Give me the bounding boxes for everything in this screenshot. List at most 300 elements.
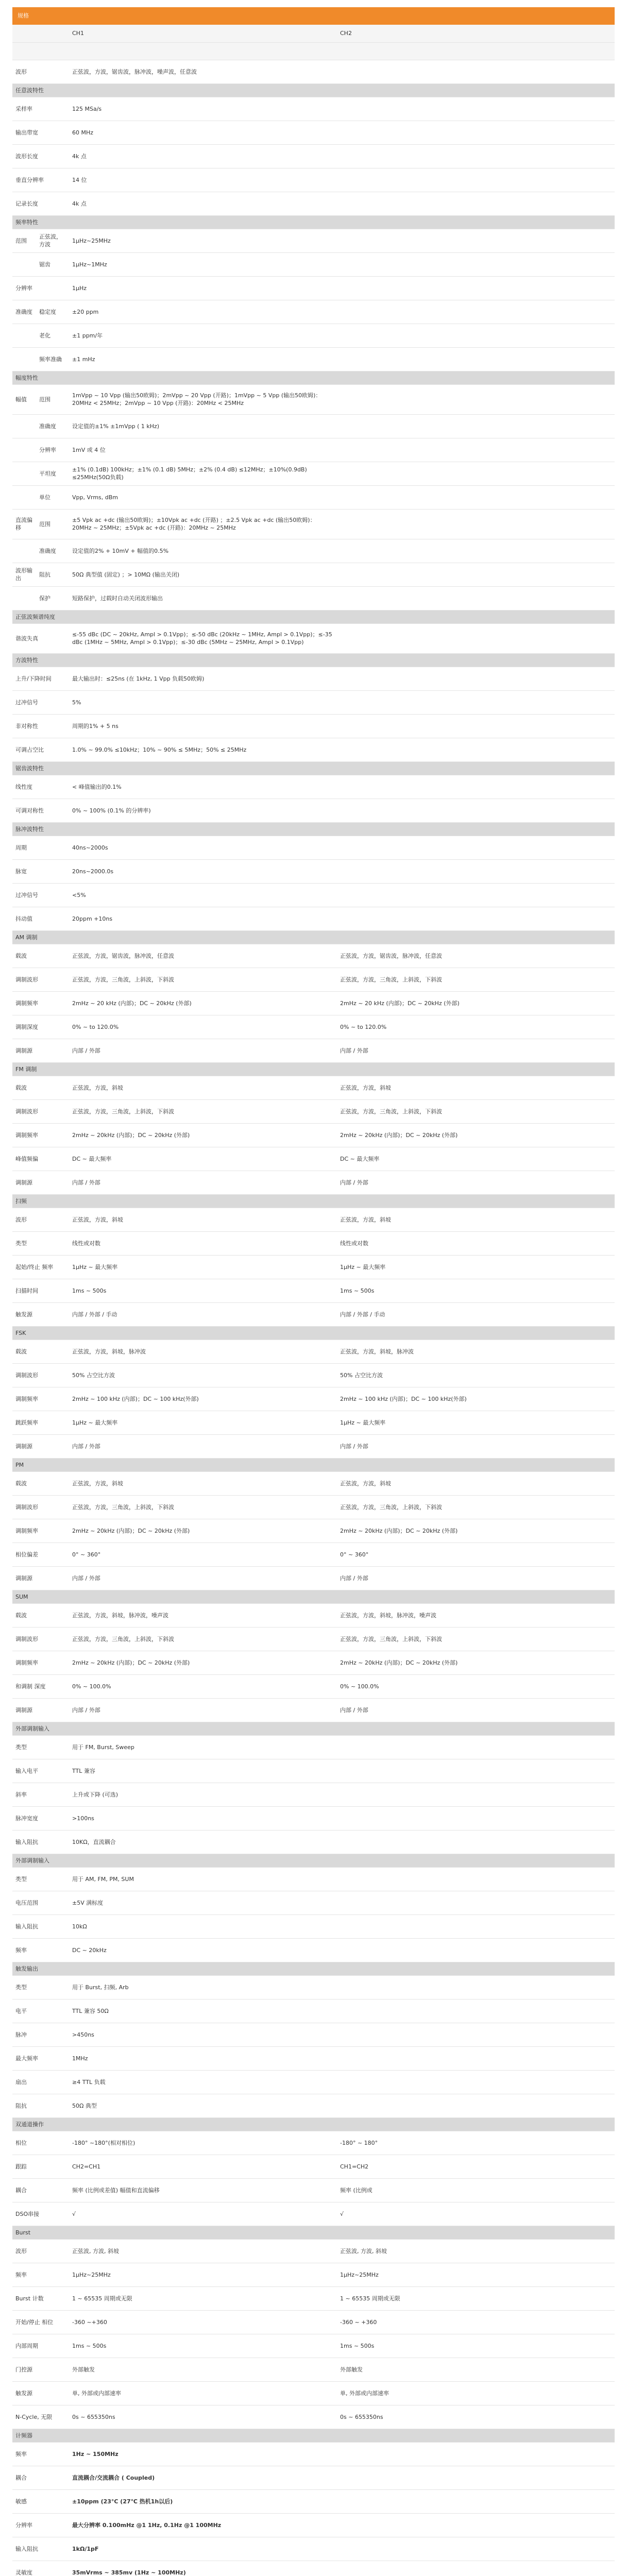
spec-value-ch2 bbox=[337, 121, 615, 144]
spec-label: 载波 bbox=[12, 1076, 69, 1099]
section-header bbox=[12, 1458, 615, 1471]
spec-value-ch1: 20ppm +10ns bbox=[69, 907, 337, 930]
spec-value-ch1: 正弦波，方波，斜坡，脉冲波 bbox=[69, 1340, 337, 1363]
spec-row bbox=[12, 1123, 615, 1147]
spec-value-ch1: Vpp, Vrms, dBm bbox=[69, 485, 337, 509]
spec-label: 线性度 bbox=[12, 775, 69, 799]
section-header bbox=[12, 215, 615, 229]
spec-value-ch2 bbox=[337, 2561, 615, 2576]
spec-value-ch1: 周期的1% + 5 ns bbox=[69, 714, 337, 738]
spec-label: 谐波失真 bbox=[12, 623, 69, 653]
spec-value-ch2 bbox=[337, 324, 615, 347]
spec-value-ch1: 正弦波，方波，斜坡 bbox=[69, 1076, 337, 1099]
spec-value-ch1: TTL 兼容 50Ω bbox=[69, 1999, 337, 2023]
spec-label: 输入阻抗 bbox=[12, 1914, 69, 1938]
spec-label: 调制源 bbox=[12, 1171, 69, 1194]
spec-value-ch1: 内部 / 外部 bbox=[69, 1039, 337, 1062]
spec-label: 调制频率 bbox=[12, 1651, 69, 1674]
spec-label: 脉宽 bbox=[12, 859, 69, 883]
spec-value-ch1: ±5 Vpk ac +dc (输出50欧姆)；±10Vpk ac +dc (开路) ；±2.5 Vpk ac +dc (输出50欧姆)：20MHz ~ 25MHz；±5Vpk ac +dc (开路)：20MHz ~ 25MHz bbox=[69, 509, 337, 539]
spec-label: Burst 计数 bbox=[12, 2286, 69, 2310]
spec-value-ch1: 设定值的2% + 10mV + 幅值的0.5% bbox=[69, 539, 337, 563]
header-ch2: CH2 bbox=[337, 25, 615, 42]
spec-value-ch1: 内部 / 外部 bbox=[69, 1434, 337, 1458]
spec-value-ch2 bbox=[337, 1914, 615, 1938]
spec-value-ch2: 正弦波，方波，三角波，上斜波，下斜波 bbox=[337, 1495, 615, 1519]
spec-label: 波形长度 bbox=[12, 144, 69, 168]
section-header bbox=[12, 610, 615, 623]
section-header bbox=[12, 83, 615, 97]
section-header bbox=[12, 761, 615, 775]
spec-row bbox=[12, 1698, 615, 1722]
spec-row bbox=[12, 563, 615, 586]
spec-row bbox=[12, 1627, 615, 1651]
spec-row bbox=[12, 276, 615, 300]
spec-value-ch2: 0% ~ to 120.0% bbox=[337, 1015, 615, 1039]
spec-value-ch1: -180° ~180°(相对相位) bbox=[69, 2131, 337, 2155]
spec-row bbox=[12, 2442, 615, 2466]
spec-value-ch1: ±10ppm (23°C (27℃ 热机1h以后) bbox=[69, 2489, 337, 2513]
spec-label: 波形 bbox=[12, 2239, 69, 2263]
spec-label: 跟踪 bbox=[12, 2155, 69, 2178]
spec-value-ch2 bbox=[337, 2046, 615, 2070]
spec-label: 开始/停止 相位 bbox=[12, 2310, 69, 2334]
spec-value-ch2: 2mHz ~ 20kHz (内部)；DC ~ 20kHz (外部) bbox=[337, 1519, 615, 1543]
spec-label: 调制频率 bbox=[12, 1387, 69, 1411]
spec-label bbox=[12, 438, 36, 462]
spec-row bbox=[12, 509, 615, 539]
spec-label: 内部周期 bbox=[12, 2334, 69, 2358]
spec-value-ch1: 上升或下降 (可选) bbox=[69, 1783, 337, 1806]
spec-row bbox=[12, 775, 615, 799]
section-title: Burst bbox=[12, 2226, 615, 2239]
spec-label: 记录长度 bbox=[12, 192, 69, 215]
section-title: 幅度特性 bbox=[12, 371, 615, 384]
spec-value-ch2: 内部 / 外部 bbox=[337, 1698, 615, 1722]
spec-value-ch1: ±1% (0.1dB) 100kHz；±1% (0.1 dB) 5MHz；±2% (0.4 dB) ≤12MHz；±10%(0.9dB) ≤25MHz(50Ω负载) bbox=[69, 462, 337, 485]
spec-row bbox=[12, 623, 615, 653]
spec-value-ch2: 1 ~ 65535 周期或无限 bbox=[337, 2286, 615, 2310]
spec-value-ch2 bbox=[337, 690, 615, 714]
spec-value-ch2 bbox=[337, 97, 615, 121]
spec-label: 敏感 bbox=[12, 2489, 69, 2513]
spec-value-ch1: 正弦波，方波，斜坡，脉冲波，噪声波 bbox=[69, 1603, 337, 1627]
spec-value-ch1: 正弦波，方波，三角波，上斜波，下斜波 bbox=[69, 1495, 337, 1519]
section-title: PM bbox=[12, 1458, 615, 1471]
spec-table bbox=[12, 25, 615, 2576]
spec-value-ch2 bbox=[337, 168, 615, 192]
spec-label: 最大频率 bbox=[12, 2046, 69, 2070]
spec-label: 范围 bbox=[12, 229, 36, 252]
spec-label: 灵敏度 bbox=[12, 2561, 69, 2576]
spec-row bbox=[12, 2466, 615, 2489]
section-title: FSK bbox=[12, 1326, 615, 1340]
spec-label: N-Cycle, 无限 bbox=[12, 2405, 69, 2429]
spec-row bbox=[12, 2537, 615, 2561]
spec-value-ch1: 2mHz ~ 20 kHz (内部)；DC ~ 20kHz (外部) bbox=[69, 991, 337, 1015]
section-title: 锯齿波特性 bbox=[12, 761, 615, 775]
spec-label: 脉冲宽度 bbox=[12, 1806, 69, 1830]
spec-value-ch1: 0% ~ 100% (0.1% 的分辨率) bbox=[69, 799, 337, 822]
spec-value-ch2: 单, 外部或内部速率 bbox=[337, 2381, 615, 2405]
spec-value-ch1: 用于 FM, Burst, Sweep bbox=[69, 1735, 337, 1759]
spec-sublabel: 阻抗 bbox=[36, 563, 69, 586]
spec-row bbox=[12, 2239, 615, 2263]
spec-value-ch1: 单, 外部或内部速率 bbox=[69, 2381, 337, 2405]
spec-value-ch2 bbox=[337, 563, 615, 586]
spec-value-ch2: 内部 / 外部 bbox=[337, 1171, 615, 1194]
spec-label: 调制波形 bbox=[12, 968, 69, 991]
spec-row bbox=[12, 1891, 615, 1914]
spec-value-ch2 bbox=[337, 2489, 615, 2513]
spec-row bbox=[12, 1806, 615, 1830]
spec-value-ch2 bbox=[337, 485, 615, 509]
spec-value-ch2 bbox=[337, 1735, 615, 1759]
spec-value-ch1: 35mVrms ~ 385mv (1Hz ~ 100MHz) bbox=[69, 2561, 337, 2576]
spec-label: 电平 bbox=[12, 1999, 69, 2023]
spec-value-ch2 bbox=[337, 2466, 615, 2489]
spec-row bbox=[12, 485, 615, 509]
spec-value-ch2: 正弦波，方波，三角波，上斜波，下斜波 bbox=[337, 1099, 615, 1123]
spec-label: 触发源 bbox=[12, 1302, 69, 1326]
spec-value-ch1: ±1 mHz bbox=[69, 347, 337, 371]
spec-value-ch2: 1ms ~ 500s bbox=[337, 2334, 615, 2358]
section-title: 计频器 bbox=[12, 2429, 615, 2442]
spec-value-ch1: ±1 ppm/年 bbox=[69, 324, 337, 347]
spec-value-ch1: 正弦波，方波，三角波，上斜波，下斜波 bbox=[69, 968, 337, 991]
page-title: 规格 bbox=[12, 7, 615, 25]
spec-label: 过冲信号 bbox=[12, 883, 69, 907]
spec-value-ch2 bbox=[337, 907, 615, 930]
spec-row bbox=[12, 252, 615, 276]
spec-value-ch1: 正弦波，方波，斜坡 bbox=[69, 1471, 337, 1495]
spec-label: 波形 bbox=[12, 1208, 69, 1231]
spec-value-ch2 bbox=[337, 1830, 615, 1854]
spec-value-ch1: < 峰值输出的0.1% bbox=[69, 775, 337, 799]
spec-row bbox=[12, 586, 615, 610]
spec-value-ch2: 正弦波，方波，斜坡 bbox=[337, 1471, 615, 1495]
section-title: FM 调制 bbox=[12, 1062, 615, 1076]
spec-value-ch2 bbox=[337, 1891, 615, 1914]
spec-row bbox=[12, 1076, 615, 1099]
spec-value-ch1: 0% ~ to 120.0% bbox=[69, 1015, 337, 1039]
spec-value-ch2 bbox=[337, 2537, 615, 2561]
spec-value-ch2 bbox=[337, 144, 615, 168]
spec-value-ch1: CH2=CH1 bbox=[69, 2155, 337, 2178]
section-header bbox=[12, 653, 615, 667]
spec-value-ch2 bbox=[337, 883, 615, 907]
spec-label: 跳跃频率 bbox=[12, 1411, 69, 1434]
spec-label: 触发源 bbox=[12, 2381, 69, 2405]
spec-value-ch1: 1μHz~1MHz bbox=[69, 252, 337, 276]
spec-value-ch1: 14 位 bbox=[69, 168, 337, 192]
spec-value-ch2: 线性或对数 bbox=[337, 1231, 615, 1255]
spec-row bbox=[12, 1255, 615, 1279]
spec-row bbox=[12, 907, 615, 930]
spec-value-ch1: 2mHz ~ 20kHz (内部)；DC ~ 20kHz (外部) bbox=[69, 1651, 337, 1674]
spec-value-ch2: 正弦波，方波，斜坡，脉冲波 bbox=[337, 1340, 615, 1363]
section-title: 方波特性 bbox=[12, 653, 615, 667]
spec-value-ch1: 4k 点 bbox=[69, 144, 337, 168]
spec-value-ch1: 1Hz ~ 150MHz bbox=[69, 2442, 337, 2466]
spec-label: 波形 bbox=[12, 60, 69, 83]
spec-label: 输出带宽 bbox=[12, 121, 69, 144]
spec-label: 调制波形 bbox=[12, 1495, 69, 1519]
spec-label: 载波 bbox=[12, 944, 69, 968]
spec-value-ch1: 10KΩ，直流耦合 bbox=[69, 1830, 337, 1854]
spec-label: 类型 bbox=[12, 1735, 69, 1759]
spec-value-ch2: 外部触发 bbox=[337, 2358, 615, 2381]
spec-value-ch2: √ bbox=[337, 2202, 615, 2226]
spec-value-ch2: 正弦波, 方波, 斜坡 bbox=[337, 2239, 615, 2263]
spec-sublabel: 范围 bbox=[36, 384, 69, 414]
spec-value-ch1: 用于 AM, FM, PM, SUM bbox=[69, 1867, 337, 1891]
spec-label: 峰值频偏 bbox=[12, 1147, 69, 1171]
section-title: AM 调制 bbox=[12, 930, 615, 944]
spec-label: 电压范围 bbox=[12, 1891, 69, 1914]
section-title: SUM bbox=[12, 1590, 615, 1603]
spec-sublabel: 正弦波，方波 bbox=[36, 229, 69, 252]
spec-value-ch2 bbox=[337, 438, 615, 462]
spec-label: 可调对称性 bbox=[12, 799, 69, 822]
spec-value-ch1: 外部触发 bbox=[69, 2358, 337, 2381]
header-spacer bbox=[12, 42, 615, 60]
spec-value-ch2 bbox=[337, 384, 615, 414]
spec-value-ch1: 最大输出时：≤25ns (在 1kHz, 1 Vpp 负载50欧姆) bbox=[69, 667, 337, 690]
spec-value-ch2 bbox=[337, 714, 615, 738]
spec-value-ch2 bbox=[337, 667, 615, 690]
spec-value-ch1: 正弦波，方波，三角波，上斜波，下斜波 bbox=[69, 1627, 337, 1651]
section-header bbox=[12, 2429, 615, 2442]
spec-label: 上升/下降时间 bbox=[12, 667, 69, 690]
spec-row bbox=[12, 1938, 615, 1962]
spec-value-ch2: 0s ~ 655350ns bbox=[337, 2405, 615, 2429]
spec-value-ch2: 0% ~ 100.0% bbox=[337, 1674, 615, 1698]
spec-sublabel: 准确度 bbox=[36, 539, 69, 563]
spec-value-ch2: 2mHz ~ 20kHz (内部)；DC ~ 20kHz (外部) bbox=[337, 1123, 615, 1147]
spec-row bbox=[12, 60, 615, 83]
spec-value-ch2: 2mHz ~ 20 kHz (内部)；DC ~ 20kHz (外部) bbox=[337, 991, 615, 1015]
spec-row bbox=[12, 1543, 615, 1566]
spec-label: 输入电平 bbox=[12, 1759, 69, 1783]
spec-label: 准确度 bbox=[12, 300, 36, 324]
spec-value-ch1: 正弦波，方波，三角波，上斜波，下斜波 bbox=[69, 1099, 337, 1123]
spec-value-ch1: DC ~ 20kHz bbox=[69, 1938, 337, 1962]
section-title: 正弦波频谱纯度 bbox=[12, 610, 615, 623]
spec-value-ch1: 1ms ~ 500s bbox=[69, 2334, 337, 2358]
section-header bbox=[12, 1962, 615, 1975]
spec-value-ch1: 5% bbox=[69, 690, 337, 714]
spec-sublabel: 单位 bbox=[36, 485, 69, 509]
spec-value-ch2 bbox=[337, 1783, 615, 1806]
spec-label: 门控源 bbox=[12, 2358, 69, 2381]
spec-value-ch2: 正弦波，方波，三角波，上斜波，下斜波 bbox=[337, 1627, 615, 1651]
spec-value-ch1: 1mVpp ~ 10 Vpp (输出50欧姆)；2mVpp ~ 20 Vpp (开路)；1mVpp ~ 5 Vpp (输出50欧姆)：20MHz < 25MHz；2mVpp ~ 10 Vpp (开路)：20MHz < 25MHz bbox=[69, 384, 337, 414]
spec-label: 采样率 bbox=[12, 97, 69, 121]
spec-row bbox=[12, 2489, 615, 2513]
spec-value-ch2 bbox=[337, 462, 615, 485]
spec-value-ch1: 内部 / 外部 bbox=[69, 1698, 337, 1722]
spec-row bbox=[12, 944, 615, 968]
spec-value-ch2: 正弦波，方波，斜坡 bbox=[337, 1208, 615, 1231]
spec-value-ch1: TTL 兼容 bbox=[69, 1759, 337, 1783]
spec-label: 过冲信号 bbox=[12, 690, 69, 714]
spec-row bbox=[12, 229, 615, 252]
spec-value-ch1: 内部 / 外部 / 手动 bbox=[69, 1302, 337, 1326]
spec-row bbox=[12, 2381, 615, 2405]
spec-row bbox=[12, 1495, 615, 1519]
spec-value-ch1: DC ~ 最大频率 bbox=[69, 1147, 337, 1171]
section-header bbox=[12, 1194, 615, 1208]
spec-value-ch2: 内部 / 外部 / 手动 bbox=[337, 1302, 615, 1326]
spec-row bbox=[12, 438, 615, 462]
spec-row bbox=[12, 2561, 615, 2576]
spec-label bbox=[12, 462, 36, 485]
spec-value-ch1: 用于 Burst, 扫频, Arb bbox=[69, 1975, 337, 1999]
spec-label: 脉冲 bbox=[12, 2023, 69, 2046]
spec-row bbox=[12, 2155, 615, 2178]
spec-row bbox=[12, 97, 615, 121]
spec-row bbox=[12, 2286, 615, 2310]
spec-label: 直流偏移 bbox=[12, 509, 36, 539]
spec-value-ch2 bbox=[337, 799, 615, 822]
spec-row bbox=[12, 1735, 615, 1759]
spec-row bbox=[12, 324, 615, 347]
section-header bbox=[12, 371, 615, 384]
section-header bbox=[12, 1722, 615, 1735]
spec-value-ch1: 正弦波, 方波, 斜坡 bbox=[69, 2239, 337, 2263]
spec-label: 幅值 bbox=[12, 384, 36, 414]
spec-row bbox=[12, 300, 615, 324]
section-title: 外部调制输入 bbox=[12, 1722, 615, 1735]
spec-value-ch2 bbox=[337, 300, 615, 324]
spec-row bbox=[12, 2405, 615, 2429]
section-header bbox=[12, 822, 615, 836]
spec-row bbox=[12, 168, 615, 192]
spec-value-ch1: 正弦波，方波，锯齿波，脉冲波，任意波 bbox=[69, 944, 337, 968]
spec-value-ch2: 内部 / 外部 bbox=[337, 1434, 615, 1458]
spec-value-ch1: 0s ~ 655350ns bbox=[69, 2405, 337, 2429]
spec-value-ch2: 正弦波，方波，斜坡 bbox=[337, 1076, 615, 1099]
spec-row bbox=[12, 1279, 615, 1302]
spec-value-ch2: 内部 / 外部 bbox=[337, 1566, 615, 1590]
spec-row bbox=[12, 1783, 615, 1806]
spec-label: 载波 bbox=[12, 1340, 69, 1363]
spec-value-ch1: 1MHz bbox=[69, 2046, 337, 2070]
spec-value-ch2 bbox=[337, 2513, 615, 2537]
spec-label: 调制频率 bbox=[12, 1519, 69, 1543]
spec-row bbox=[12, 2094, 615, 2117]
spec-label: 载波 bbox=[12, 1603, 69, 1627]
spec-row bbox=[12, 1411, 615, 1434]
spec-value-ch2: 1ms ~ 500s bbox=[337, 1279, 615, 1302]
spec-sublabel: 平坦度 bbox=[36, 462, 69, 485]
spec-value-ch2 bbox=[337, 2442, 615, 2466]
spec-row bbox=[12, 2513, 615, 2537]
spec-label: 耦合 bbox=[12, 2178, 69, 2202]
spec-label bbox=[12, 485, 36, 509]
spec-label: 调制源 bbox=[12, 1434, 69, 1458]
spec-label bbox=[12, 347, 36, 371]
spec-row bbox=[12, 1147, 615, 1171]
spec-row bbox=[12, 1231, 615, 1255]
spec-row bbox=[12, 2334, 615, 2358]
spec-value-ch2 bbox=[337, 539, 615, 563]
spec-value-ch2 bbox=[337, 775, 615, 799]
spec-value-ch2: 50% 占空比方波 bbox=[337, 1363, 615, 1387]
spec-value-ch1: 线性或对数 bbox=[69, 1231, 337, 1255]
spec-value-ch1: 1μHz~25MHz bbox=[69, 2263, 337, 2286]
section-header bbox=[12, 930, 615, 944]
spec-value-ch2: DC ~ 最大频率 bbox=[337, 1147, 615, 1171]
spec-label: 载波 bbox=[12, 1471, 69, 1495]
spec-sublabel: 准确度 bbox=[36, 414, 69, 438]
spec-value-ch2 bbox=[337, 347, 615, 371]
spec-row bbox=[12, 414, 615, 438]
spec-value-ch1: ±20 ppm bbox=[69, 300, 337, 324]
spec-label: 可调占空比 bbox=[12, 738, 69, 761]
spec-label: 输入阻抗 bbox=[12, 1830, 69, 1854]
spec-value-ch2 bbox=[337, 414, 615, 438]
spec-row bbox=[12, 1975, 615, 1999]
spec-label: 扫描时间 bbox=[12, 1279, 69, 1302]
spec-row bbox=[12, 1867, 615, 1891]
spec-row bbox=[12, 2178, 615, 2202]
spec-label: 频率 bbox=[12, 1938, 69, 1962]
spec-row bbox=[12, 1471, 615, 1495]
section-header bbox=[12, 2117, 615, 2131]
spec-row bbox=[12, 1099, 615, 1123]
spec-row bbox=[12, 2310, 615, 2334]
spec-value-ch2: 1μHz ~ 最大频率 bbox=[337, 1255, 615, 1279]
spec-value-ch2: 正弦波，方波，三角波，上斜波，下斜波 bbox=[337, 968, 615, 991]
spec-value-ch1: 0° ~ 360° bbox=[69, 1543, 337, 1566]
spec-value-ch2 bbox=[337, 2023, 615, 2046]
spec-value-ch2 bbox=[337, 192, 615, 215]
spec-value-ch1: 直流耦合/交流耦合 ( Coupled) bbox=[69, 2466, 337, 2489]
spec-value-ch2: 频率 (比例或 bbox=[337, 2178, 615, 2202]
spec-value-ch2 bbox=[337, 1999, 615, 2023]
spec-label: 调制深度 bbox=[12, 1015, 69, 1039]
spec-value-ch1: 内部 / 外部 bbox=[69, 1171, 337, 1194]
spec-value-ch1: 正弦波，方波，斜坡 bbox=[69, 1208, 337, 1231]
spec-label: 耦合 bbox=[12, 2466, 69, 2489]
spec-value-ch1: 4k 点 bbox=[69, 192, 337, 215]
section-header bbox=[12, 1062, 615, 1076]
spec-value-ch2: 2mHz ~ 100 kHz (内部)；DC ~ 100 kHz(外部) bbox=[337, 1387, 615, 1411]
spec-sublabel: 频率准确 bbox=[36, 347, 69, 371]
spec-label: 阻抗 bbox=[12, 2094, 69, 2117]
spec-value-ch1: -360 ~+360 bbox=[69, 2310, 337, 2334]
spec-sublabel: 分辨率 bbox=[36, 438, 69, 462]
spec-row bbox=[12, 738, 615, 761]
section-title: 触发输出 bbox=[12, 1962, 615, 1975]
spec-value-ch2 bbox=[337, 1975, 615, 1999]
spec-value-ch1: ≥4 TTL 负载 bbox=[69, 2070, 337, 2094]
spec-value-ch1: ≤-55 dBc (DC ~ 20kHz, Ampl > 0.1Vpp)；≤-50 dBc (20kHz ~ 1MHz, Ampl > 0.1Vpp)；≤-35 dBc (1MHz ~ 5MHz, Ampl > 0.1Vpp)；≤-30 dBc (5MHz ~ 25MHz, Ampl > 0.1Vpp) bbox=[69, 623, 337, 653]
spec-row bbox=[12, 2263, 615, 2286]
spec-value-ch2 bbox=[337, 1759, 615, 1783]
spec-value-ch1: √ bbox=[69, 2202, 337, 2226]
spec-row bbox=[12, 1039, 615, 1062]
spec-value-ch2: -180° ~ 180° bbox=[337, 2131, 615, 2155]
spec-value-ch2 bbox=[337, 623, 615, 653]
spec-value-ch1: 1ms ~ 500s bbox=[69, 1279, 337, 1302]
section-title: 任意波特性 bbox=[12, 83, 615, 97]
spec-value-ch2: 1μHz ~ 最大频率 bbox=[337, 1411, 615, 1434]
spec-sublabel: 保护 bbox=[36, 586, 69, 610]
spec-value-ch2 bbox=[337, 586, 615, 610]
